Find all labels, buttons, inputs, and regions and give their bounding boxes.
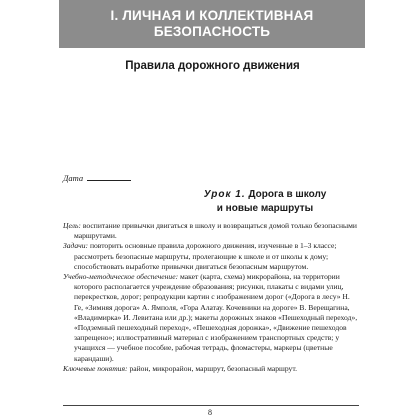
key-terms-text: район, микрорайон, маршрут, безопасный маршрут.: [127, 363, 297, 373]
goal-label: Цель:: [63, 221, 81, 230]
date-blank-line: [87, 172, 131, 181]
page-number: [0, 408, 420, 417]
goal-text: воспитание привычки двигаться в школу и возвращаться домой только безопасными маршрутами.: [74, 221, 357, 241]
key-terms-label: Ключевые понятия:: [63, 363, 128, 373]
lesson-title-line1: [140, 188, 390, 202]
key-terms-paragraph: [63, 364, 359, 374]
section-title: I. ЛИЧНАЯ И КОЛЛЕКТИВНАЯ БЕЗОПАСНОСТЬ: [110, 8, 314, 39]
tasks-text: повторить основные правила дорожного движения, изученные в 1–3 классе; рассмотреть безопасные маршруты, пролегающие к школе и от школы к дому; способствовать выработке привычки двигаться безопасным маршрутом.: [74, 241, 337, 271]
goal-paragraph: [63, 221, 359, 241]
section-banner: [59, 0, 365, 48]
lesson-title-text1: Дорога в школу: [248, 189, 327, 200]
lesson-label: Урок 1.: [203, 189, 246, 200]
tasks-label: Задачи:: [63, 241, 89, 251]
materials-paragraph: [63, 272, 359, 364]
materials-label: Учебно-методическое обеспечение:: [63, 272, 179, 282]
date-line: [63, 172, 131, 183]
tasks-paragraph: [63, 241, 359, 272]
lesson-title-line2: и новые маршруты: [216, 203, 314, 214]
chapter-title: Правила дорожного движения: [125, 60, 300, 72]
lesson-title: [140, 188, 390, 216]
materials-text: макет (карта, схема) микрорайона, на территории которого располагается учреждение образования; рисунки, плакаты с видами улиц, перекрестков, дорог; репродукции картин с изображением дорог («Дорога в лесу» Н. Ге, «Зимняя дорога» А. Ямполя, «Гора Алатау. Кочевники на дороге» В. Верещагина, «Владимирка» И. Левитана или др.); макеты дорожных знаков «Пешеходный переход», «Подземный пешеходный переход», «Пешеходная дорожка», «Движение пешеходов запрещено»; иллюстративный материал с изображением транспортных средств; у учащихся — учебное пособие, рабочая тетрадь, фломастеры, маркеры (цветные карандаши).: [74, 272, 358, 363]
footer-rule: [63, 405, 359, 406]
page-number-text: 8: [202, 408, 218, 417]
lesson-body: [63, 221, 359, 374]
date-label: Дата: [63, 173, 84, 183]
